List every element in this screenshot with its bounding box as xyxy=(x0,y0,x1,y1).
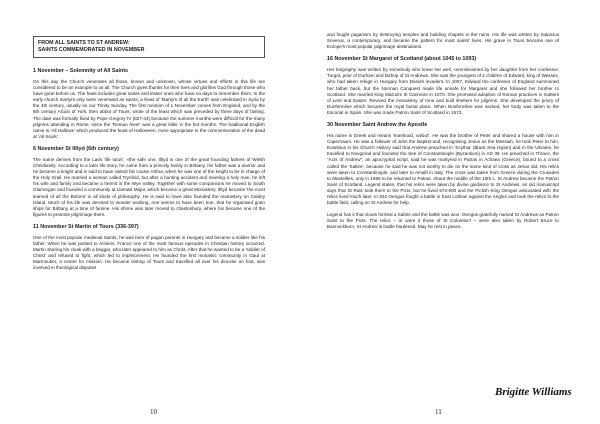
article-section xyxy=(33,224,265,272)
article-section xyxy=(33,146,265,218)
author-signature: Brigitte Williams xyxy=(495,386,572,398)
right-sections xyxy=(327,32,559,230)
right-page xyxy=(327,32,559,236)
page-heading-box xyxy=(33,36,265,58)
section-paragraph: and fought paganism by destroying temples and building chapels in the ruins. His life was written by Sulpicius Severus, a contemporary, and became the pattern for most saints' lives. His grave in Tours became one of Europe's most popular pilgrimage destinations. xyxy=(327,32,559,50)
article-section xyxy=(327,32,559,50)
section-paragraph: One of the most popular medieval Saints, he was born of pagan parents in Hungary and became a soldier like his father. When he was posted to Amiens, France one of the most famous episodes in Christian history occurred. Martin sharing his cloak with a beggar, who later appeared to him as Christ. After that he wanted to be a 'soldier of Christ' and refused to fight, which led to imprisonment. He founded the first monastic community in Gaul at Marmoutier, a centre for mission. He became bishop of Tours and travelled all over his diocese on foot, was involved in theological disputes xyxy=(33,234,265,271)
section-paragraph: Her biography was written by somebody who knew her well, commissioned by her daughter from her confessor, Turgot, prior of Durham and bishop of St Andrews. She was the youngest of 4 children of Edward, king of Wessex, who had taken refuge in Hungary from Danish invaders. In 1057, Edward the confessor of England summoned her father back, but the Norman Conquest made life unsafe for Margaret and she followed her brother to Scotland. She married King Malcolm III Canmore in 1070. She promoted adoption of Roman practices in matters of Lent and Easter. Revived the monastery of Iona and built shelters for pilgrims. She developed the priory of Dunfermline which became the royal burial place. When Dunfermline was sacked, her body was taken to the Escorial in Spain. She was made Patron Saint of Scotland in 1673. xyxy=(327,67,559,115)
section-paragraph: On this day the Church venerates all those, known and unknown, whose virtues and efforts in this life are considered to be an example to us all. The Church gives thanks for their lives and glorifies God through those who have gone before us. The feast includes great saints and lesser ones who have no days to remember them. In the early church martyrs only were venerated as saints; a feast of 'Martyrs of all the Earth' was celebrated in Syria by the 4th century, usually on our Trinity Sunday. The first mention of 1 November comes from England, and by the 8th century Alcuin of York, then abbot of Tours, wrote of the feast which was preceded by three days of fasting. The date was formally fixed by Pope Gregory IV (827-44) because the summer months were difficult for the many pilgrims attending in Rome, since the 'Roman fever' was a great killer in the hot months. The traditional English name is 'All Hallows' which produced the feast of Halloween, more appropriate to the commemoration of the dead at 'All Souls'. xyxy=(33,79,265,139)
page-number-left: 10 xyxy=(150,408,157,416)
section-paragraph: The name derives from the Latin 'ille tutus', «the safe one. Illtyd is one of the great founding fathers of Welsh Christianity. According to a later life story, he came from a princely family in Brittany, his father was a warrior and he became a knight and is said to have visited his cousin Arthur, when he was one of the knight to be in charge of the Holy Grail. He married a woman called Trynihid, but after a hunting accident and meeting a holy man, he left his wife and family and became a hermit in the Wye Valley. Together with some companions he moved to South Glamorgan and founded a community at Llantwit Major, which became a great Monastery. Illtyd became 'the most learned of all the Britons' in all kinds of philosophy. He is said to have also founded the monastery on Caldey Island. Much of his life was devoted to wonder working, one seems to have been true, that he organised grain ships for Brittany at a time of famine. His shrine was later moved to Glastonbury, where his became one of the figures to promote pilgrimage there. xyxy=(33,156,265,217)
heading-line-2: SAINTS COMMEMORATED IN NOVEMBER xyxy=(38,47,145,53)
article-section xyxy=(33,68,265,140)
heading-line-1: FROM ALL SAINTS TO ST ANDREW: xyxy=(38,40,130,46)
section-title: 1 November – Solemnity of All Saints xyxy=(33,68,129,74)
section-title: 16 November St Margaret of Scotland (about 1045 to 1093) xyxy=(327,56,477,63)
article-section xyxy=(327,122,559,230)
section-paragraph: His name is Greek and means 'manhood, valour'. He was the brother of Peter and shared a house with him in Capernaum. He was a follower of John the Baptist and, recognising Jesus as the Messiah, he took Peter to him. Eusebius in his Church History said that Andrew preached in 'Scythia' (Black Sea region) and in the Ukraine, he travelled to Novgorod and founded the See of Constantinople (Byzantium) in AD 38. He preached in Thrace, the "Acts of Andrew", an apocryphal script, said he was martyred in Patras in Achaea (Greece), bound to a cross called the 'Saltire', because he said he was not worthy to die on the same kind of cross as Jesus did. His relics were taken to Constantinople, and later to Amalfi in Italy. The cross was taken from Greece during the Crusades to Marseilles, only in 1980 to be returned to Patras. About the middle of the 10th c. St Andrew became the Patron Saint of Scotland. Legend states, that his relics were taken by divine guidance to St Andrews, an old manuscript says that St Rule took them to the Picts, but he lived 573-600 and the Pictish King Oengus associated with the relics lived much later. In 832 Oengus fought a battle in East Lothian against the Angles and took the relics to the battle field, calling on St Andrew for help. xyxy=(327,133,559,206)
section-title: 11 November St Martin of Tours (336-397) xyxy=(33,223,139,230)
section-title: 6 November St Illtyd (6th century) xyxy=(33,145,119,152)
page-number-right: 11 xyxy=(435,408,442,416)
left-page xyxy=(33,36,265,277)
article-section xyxy=(327,56,559,116)
left-sections xyxy=(33,68,265,271)
section-title: 30 November Saint Andrew the Apostle xyxy=(327,122,428,129)
section-paragraph: Legend has it that clouts formed a Saltire and the battle was won. Oengus gratefully named St Andrews as Patron Saint to the Picts. The relics – or were it those of St Columba? – were also taken by Robert Bruce to Bannockburn, St Andrew is battle hardened. May he rest in peace. xyxy=(327,212,559,230)
